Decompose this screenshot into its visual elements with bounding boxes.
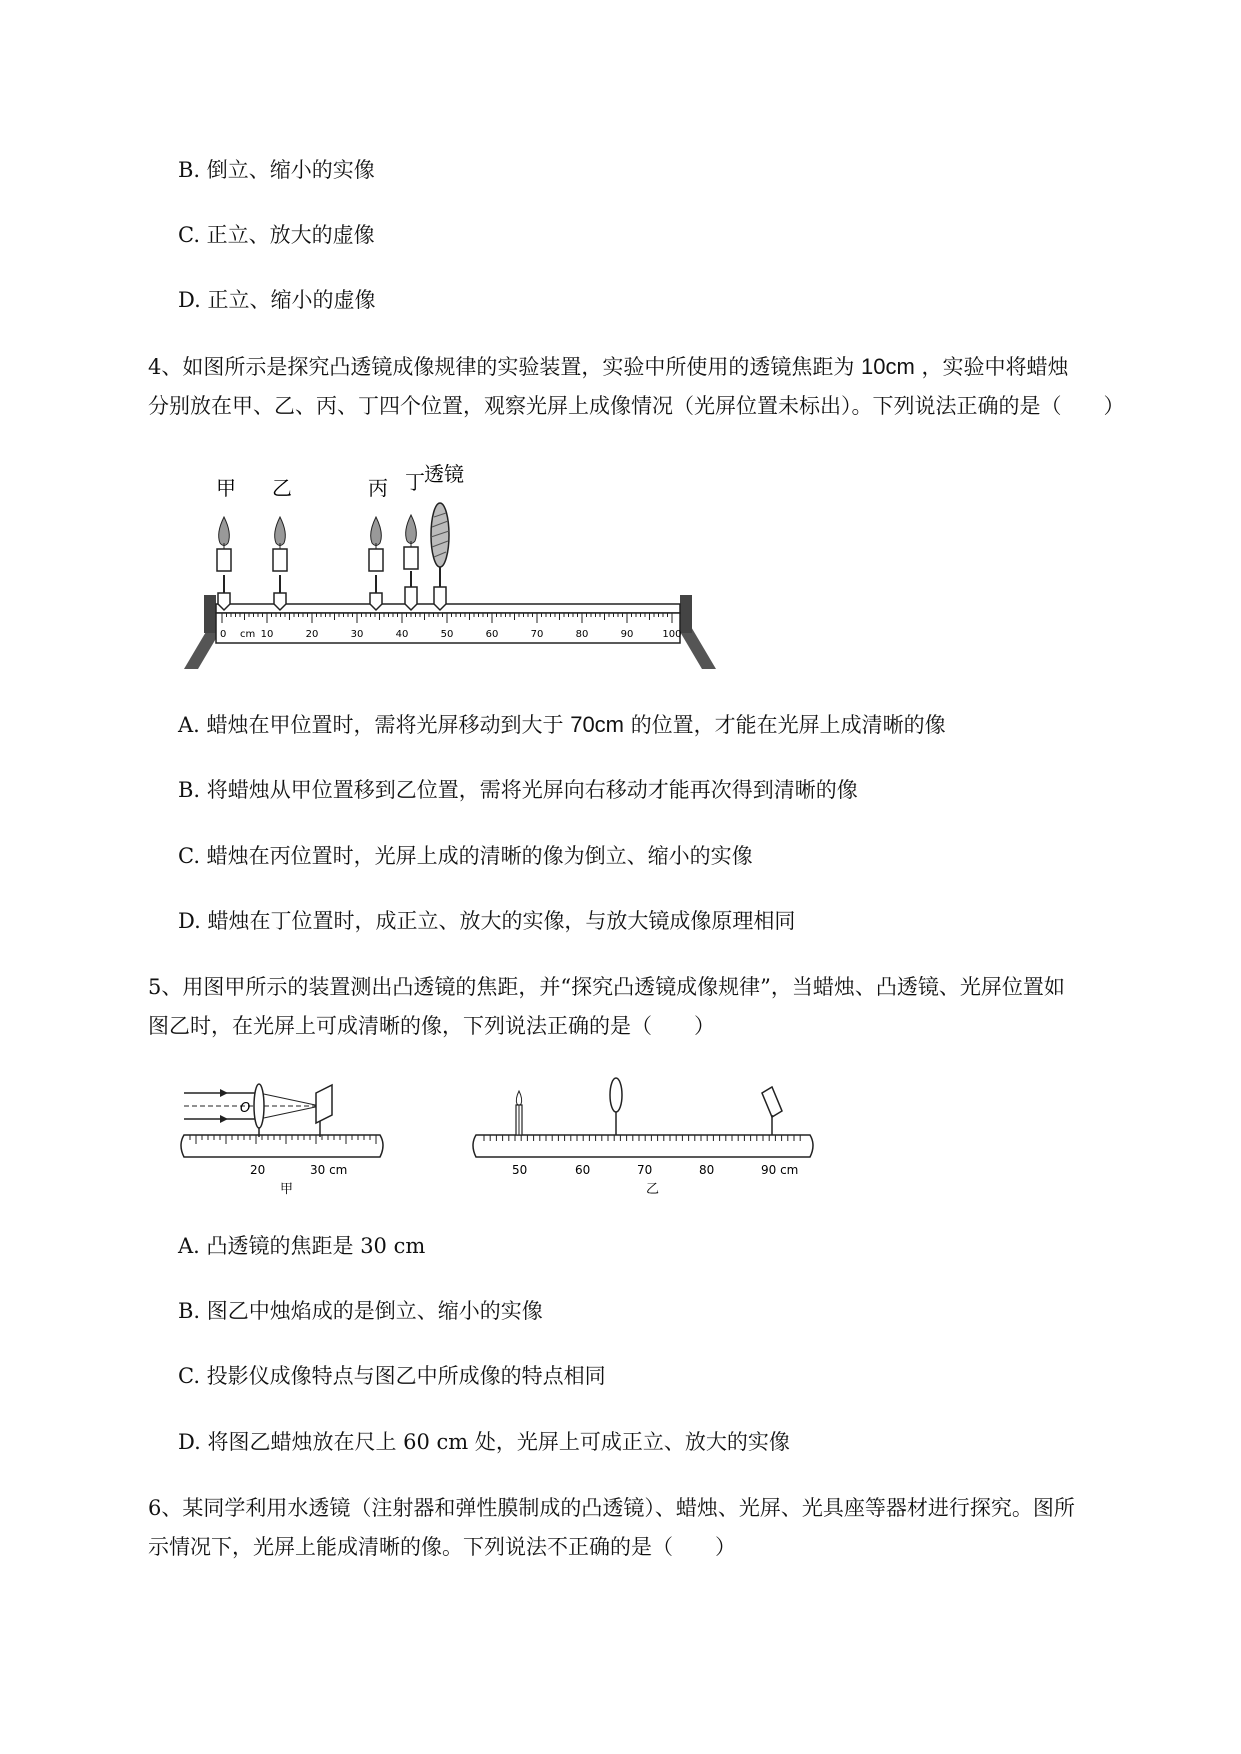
q5-stem-line1: 5、用图甲所示的装置测出凸透镜的焦距，并“探究凸透镜成像规律”，当蜡烛、凸透镜、光屏位置如 bbox=[148, 975, 1065, 999]
refracted-ray-top bbox=[259, 1093, 320, 1106]
label-bing: 丙 bbox=[368, 476, 388, 500]
ruler-tick-label: 0 bbox=[220, 629, 227, 640]
lens bbox=[431, 503, 449, 610]
caption-yi: 乙 bbox=[646, 1182, 660, 1195]
ruler-tick-label: 60 bbox=[485, 629, 499, 640]
q3-option-d: D. 正立、缩小的虚像 bbox=[178, 288, 376, 312]
ruler-tick-label: 70 bbox=[530, 629, 544, 640]
q6-stem-line1: 6、某同学利用水透镜（注射器和弹性膜制成的凸透镜）、蜡烛、光屏、光具座等器材进行探究。图所 bbox=[148, 1496, 1075, 1520]
arrow-bottom bbox=[220, 1115, 228, 1123]
candle-ding bbox=[404, 515, 418, 610]
q4-option-c: C. 蜡烛在丙位置时，光屏上成的清晰的像为倒立、缩小的实像 bbox=[178, 844, 753, 868]
candle-yi-fig bbox=[516, 1091, 522, 1135]
ruler-tick-label: 30 bbox=[350, 629, 364, 640]
q4-option-a-text-b: 的位置，才能在光屏上成清晰的像 bbox=[630, 713, 946, 737]
label-yi: 乙 bbox=[272, 476, 292, 500]
q4-option-a bbox=[178, 711, 946, 739]
ruler-tick-label: 40 bbox=[395, 629, 409, 640]
q5-option-c: C. 投影仪成像特点与图乙中所成像的特点相同 bbox=[178, 1364, 606, 1388]
ruler-yi bbox=[473, 1135, 813, 1157]
ruler-tick-label: 20 bbox=[305, 629, 319, 640]
lens-jia bbox=[254, 1084, 264, 1128]
arrow-top bbox=[220, 1089, 228, 1097]
ruler-tick-label: 100 bbox=[662, 629, 682, 640]
q4-stem-line1 bbox=[148, 353, 1069, 381]
ruler-tick-label: 90 bbox=[620, 629, 634, 640]
caption-jia: 甲 bbox=[280, 1182, 294, 1195]
q4-optical-bench-figure bbox=[180, 455, 720, 685]
tick-30cm: 30 cm bbox=[310, 1163, 348, 1177]
tick-80: 80 bbox=[699, 1163, 715, 1177]
q4-stem-line2: 分别放在甲、乙、丙、丁四个位置，观察光屏上成像情况（光屏位置未标出）。下列说法正确的是（ ） bbox=[148, 394, 1125, 418]
q5-option-b: B. 图乙中烛焰成的是倒立、缩小的实像 bbox=[178, 1299, 543, 1323]
q3-option-b: B. 倒立、缩小的实像 bbox=[178, 158, 375, 182]
candle-yi bbox=[273, 517, 287, 610]
q4-option-a-text-a: A. 蜡烛在甲位置时，需将光屏移动到大于 bbox=[178, 713, 564, 737]
q4-option-b: B. 将蜡烛从甲位置移到乙位置，需将光屏向右移动才能再次得到清晰的像 bbox=[178, 778, 858, 802]
ruler-tick-label: 50 bbox=[440, 629, 454, 640]
q4-focal-length: 10cm bbox=[861, 354, 915, 379]
ruler-unit-label: cm bbox=[240, 629, 256, 640]
label-o: O bbox=[240, 1101, 251, 1116]
q4-option-a-value: 70cm bbox=[570, 712, 624, 737]
tick-90cm: 90 cm bbox=[761, 1163, 799, 1177]
q4-stem-text-b: ，实验中将蜡烛 bbox=[921, 355, 1069, 379]
q5-figure-jia bbox=[180, 1075, 400, 1195]
screen-jia bbox=[316, 1085, 332, 1123]
label-jia: 甲 bbox=[216, 476, 236, 500]
lens-yi bbox=[610, 1078, 622, 1112]
refracted-ray-bottom bbox=[259, 1106, 320, 1119]
label-lens: 透镜 bbox=[424, 462, 464, 486]
bench-end-left bbox=[204, 595, 216, 633]
ruler-jia bbox=[181, 1135, 383, 1157]
candle-jia bbox=[217, 517, 231, 610]
q5-figure-yi bbox=[472, 1075, 832, 1195]
bench-end-right bbox=[680, 595, 692, 633]
q5-option-a: A. 凸透镜的焦距是 30 cm bbox=[178, 1234, 426, 1258]
label-ding: 丁 bbox=[405, 470, 425, 494]
q5-stem-line2: 图乙时，在光屏上可成清晰的像，下列说法正确的是（ ） bbox=[148, 1014, 715, 1038]
tick-50: 50 bbox=[512, 1163, 528, 1177]
q3-option-c: C. 正立、放大的虚像 bbox=[178, 223, 375, 247]
candle-bing bbox=[369, 517, 383, 610]
ruler-tick-label: 80 bbox=[575, 629, 589, 640]
screen-yi bbox=[762, 1087, 782, 1117]
q5-option-d: D. 将图乙蜡烛放在尺上 60 cm 处，光屏上可成正立、放大的实像 bbox=[178, 1430, 790, 1454]
ruler-tick-label: 10 bbox=[260, 629, 274, 640]
tick-20: 20 bbox=[250, 1163, 266, 1177]
q6-stem-line2: 示情况下，光屏上能成清晰的像。下列说法不正确的是（ ） bbox=[148, 1535, 736, 1559]
q4-stem-text-a: 4、如图所示是探究凸透镜成像规律的实验装置，实验中所使用的透镜焦距为 bbox=[148, 355, 855, 379]
tick-60: 60 bbox=[575, 1163, 591, 1177]
q4-option-d: D. 蜡烛在丁位置时，成正立、放大的实像，与放大镜成像原理相同 bbox=[178, 909, 796, 933]
tick-70: 70 bbox=[637, 1163, 653, 1177]
